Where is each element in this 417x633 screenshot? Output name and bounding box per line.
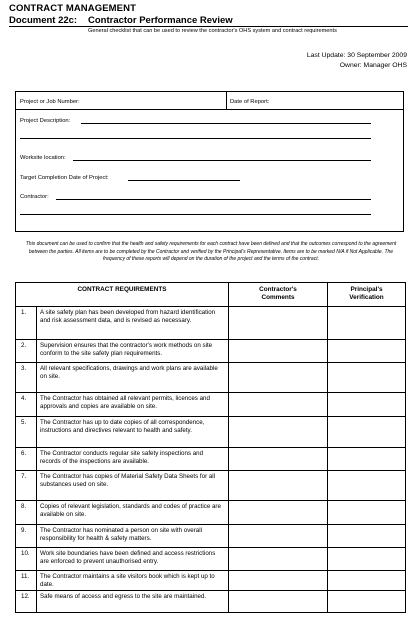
requirement-number: 10. bbox=[16, 548, 37, 571]
requirement-text: Supervision ensures that the contractor's work methods on site conform to the site safety plan requirements. bbox=[37, 340, 229, 363]
contractor-field[interactable] bbox=[56, 199, 371, 200]
comments-column-header: Contractor's Comments bbox=[229, 283, 328, 307]
verification-column-header: Principal's Verification bbox=[328, 283, 406, 307]
table-row bbox=[16, 340, 406, 363]
project-details-box bbox=[15, 91, 404, 232]
requirement-number: 1. bbox=[16, 307, 37, 340]
document-owner: Owner: Manager OHS bbox=[339, 62, 407, 69]
principal-verification-cell[interactable] bbox=[328, 448, 406, 471]
contractor-comments-cell[interactable] bbox=[229, 591, 328, 613]
principal-verification-cell[interactable] bbox=[328, 340, 406, 363]
table-row bbox=[16, 448, 406, 471]
last-update: Last Update: 30 September 2009 bbox=[306, 52, 407, 59]
project-row-divider bbox=[226, 92, 227, 109]
project-description-field[interactable] bbox=[81, 123, 371, 124]
requirement-text: The Contractor conducts regular site safety inspections and records of the inspections are available. bbox=[37, 448, 229, 471]
contractor-comments-cell[interactable] bbox=[229, 393, 328, 417]
table-header-row bbox=[16, 283, 406, 307]
completion-date-label: Target Completion Date of Project: bbox=[20, 175, 109, 181]
contractor-comments-cell[interactable] bbox=[229, 340, 328, 363]
contractor-comments-cell[interactable] bbox=[229, 363, 328, 393]
contractor-comments-cell[interactable] bbox=[229, 417, 328, 448]
table-row bbox=[16, 471, 406, 501]
requirements-table bbox=[15, 282, 406, 613]
project-description-field-line2[interactable] bbox=[20, 138, 371, 139]
requirement-number: 2. bbox=[16, 340, 37, 363]
principal-verification-cell[interactable] bbox=[328, 307, 406, 340]
project-description-label: Project Description: bbox=[20, 118, 71, 124]
contractor-comments-cell[interactable] bbox=[229, 548, 328, 571]
requirement-number: 7. bbox=[16, 471, 37, 501]
table-row bbox=[16, 363, 406, 393]
requirement-number: 6. bbox=[16, 448, 37, 471]
principal-verification-cell[interactable] bbox=[328, 525, 406, 548]
contractor-comments-cell[interactable] bbox=[229, 471, 328, 501]
requirement-text: All relevant specifications, drawings and work plans are available on site. bbox=[37, 363, 229, 393]
requirement-number: 11. bbox=[16, 571, 37, 591]
project-number-label: Project or Job Number: bbox=[20, 99, 80, 105]
requirement-number: 8. bbox=[16, 501, 37, 525]
contractor-comments-cell[interactable] bbox=[229, 307, 328, 340]
header-divider bbox=[9, 26, 408, 27]
requirement-text: Work site boundaries have been defined and access restrictions are enforced to prevent unauthorised entry. bbox=[37, 548, 229, 571]
contractor-comments-cell[interactable] bbox=[229, 525, 328, 548]
principal-verification-cell[interactable] bbox=[328, 501, 406, 525]
principal-verification-cell[interactable] bbox=[328, 548, 406, 571]
instructions-notice: This document can be used to confirm that the health and safety requirements for each contract have been defined and that the outcomes correspond to the agreement between the parties. All items are to be completed by the Contractor and verified by the Principal's Representative. Items are to be marked N/A if Not Applicable. The frequency of these reports will depend on the duration of the project and the terms of the contract. bbox=[25, 241, 397, 263]
document-title: Contractor Performance Review bbox=[88, 15, 233, 26]
table-row bbox=[16, 525, 406, 548]
requirement-number: 4. bbox=[16, 393, 37, 417]
document-number: Document 22c: bbox=[9, 15, 78, 26]
requirement-text: The Contractor maintains a site visitors book which is kept up to date. bbox=[37, 571, 229, 591]
contractor-label: Contractor: bbox=[20, 194, 49, 200]
requirement-number: 5. bbox=[16, 417, 37, 448]
principal-verification-cell[interactable] bbox=[328, 363, 406, 393]
table-row bbox=[16, 307, 406, 340]
table-row bbox=[16, 571, 406, 591]
requirements-column-header: CONTRACT REQUIREMENTS bbox=[16, 283, 229, 307]
requirement-text: Copies of relevant legislation, standards and codes of practice are available on site. bbox=[37, 501, 229, 525]
requirement-text: The Contractor has nominated a person on site with overall responsibility for health & safety matters. bbox=[37, 525, 229, 548]
principal-verification-cell[interactable] bbox=[328, 417, 406, 448]
table-row bbox=[16, 591, 406, 613]
contractor-comments-cell[interactable] bbox=[229, 448, 328, 471]
principal-verification-cell[interactable] bbox=[328, 393, 406, 417]
requirement-number: 12. bbox=[16, 591, 37, 613]
requirement-text: The Contractor has obtained all relevant permits, licences and approvals and copies are available on site. bbox=[37, 393, 229, 417]
date-of-report-label: Date of Report: bbox=[230, 99, 270, 105]
principal-verification-cell[interactable] bbox=[328, 471, 406, 501]
requirement-text: The Contractor has up to date copies of all correspondence, instructions and directives relevant to health and safety. bbox=[37, 417, 229, 448]
document-heading: CONTRACT MANAGEMENT bbox=[9, 3, 136, 14]
completion-date-field[interactable] bbox=[128, 180, 240, 181]
project-header-row bbox=[16, 92, 403, 110]
requirement-text: The Contractor has copies of Material Safety Data Sheets for all substances used on site. bbox=[37, 471, 229, 501]
table-row bbox=[16, 548, 406, 571]
requirement-number: 3. bbox=[16, 363, 37, 393]
worksite-location-field[interactable] bbox=[73, 160, 371, 161]
requirement-text: A site safety plan has been developed from hazard identification and risk assessment data, and is revised as necessary. bbox=[37, 307, 229, 340]
requirement-number: 9. bbox=[16, 525, 37, 548]
contractor-comments-cell[interactable] bbox=[229, 501, 328, 525]
document-description: General checklist that can be used to review the contractor's OHS system and contract requirements bbox=[88, 28, 337, 34]
table-row bbox=[16, 417, 406, 448]
contractor-field-line2[interactable] bbox=[20, 214, 371, 215]
worksite-location-label: Worksite location: bbox=[20, 155, 66, 161]
principal-verification-cell[interactable] bbox=[328, 571, 406, 591]
principal-verification-cell[interactable] bbox=[328, 591, 406, 613]
table-row bbox=[16, 501, 406, 525]
contractor-comments-cell[interactable] bbox=[229, 571, 328, 591]
table-row bbox=[16, 393, 406, 417]
requirement-text: Safe means of access and egress to the site are maintained. bbox=[37, 591, 229, 613]
